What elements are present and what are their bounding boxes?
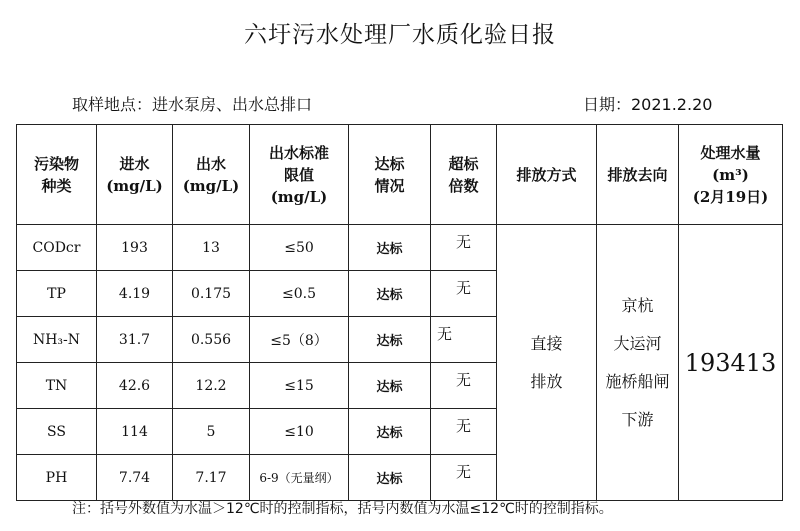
pollutant-name: TP [17, 271, 97, 317]
status-value: 达标 [349, 409, 431, 455]
exceed-value: 无 [431, 409, 497, 455]
pollutant-name: CODcr [17, 225, 97, 271]
outflow-value: 0.556 [173, 317, 250, 363]
header-outflow: 出水 (mg/L) [173, 125, 250, 225]
table-row [17, 225, 783, 271]
header-row [17, 125, 783, 225]
sampling-location: 取样地点：进水泵房、出水总排口 [72, 95, 313, 114]
inflow-value: 193 [97, 225, 173, 271]
outflow-value: 0.175 [173, 271, 250, 317]
treated-volume: 193413 [679, 225, 783, 501]
header-volume: 处理水量 (m³) (2月19日) [679, 125, 783, 225]
header-discharge-dest: 排放去向 [597, 125, 679, 225]
outflow-value: 12.2 [173, 363, 250, 409]
outflow-value: 13 [173, 225, 250, 271]
header-pollutant: 污染物 种类 [17, 125, 97, 225]
exceed-value: 无 [431, 455, 497, 501]
outflow-value: 7.17 [173, 455, 250, 501]
limit-value: 6-9（无量纲） [250, 455, 349, 501]
header-inflow: 进水 (mg/L) [97, 125, 173, 225]
limit-value: ≤10 [250, 409, 349, 455]
exceed-value: 无 [431, 271, 497, 317]
discharge-destination: 京杭 大运河 施桥船闸 下游 [597, 225, 679, 501]
pollutant-name: TN [17, 363, 97, 409]
status-value: 达标 [349, 271, 431, 317]
limit-value: ≤15 [250, 363, 349, 409]
exceed-value: 无 [431, 363, 497, 409]
status-value: 达标 [349, 317, 431, 363]
header-exceed: 超标 倍数 [431, 125, 497, 225]
status-value: 达标 [349, 363, 431, 409]
exceed-value: 无 [431, 225, 497, 271]
inflow-value: 7.74 [97, 455, 173, 501]
inflow-value: 31.7 [97, 317, 173, 363]
limit-value: ≤0.5 [250, 271, 349, 317]
water-quality-table [16, 124, 783, 501]
pollutant-name: SS [17, 409, 97, 455]
outflow-value: 5 [173, 409, 250, 455]
discharge-method: 直接 排放 [497, 225, 597, 501]
limit-value: ≤50 [250, 225, 349, 271]
inflow-value: 114 [97, 409, 173, 455]
inflow-value: 42.6 [97, 363, 173, 409]
exceed-value: 无 [431, 317, 497, 363]
inflow-value: 4.19 [97, 271, 173, 317]
header-discharge-method: 排放方式 [497, 125, 597, 225]
report-date: 日期：2021.2.20 [583, 95, 713, 114]
report-title: 六圩污水处理厂水质化验日报 [244, 22, 556, 48]
pollutant-name: NH₃-N [17, 317, 97, 363]
status-value: 达标 [349, 455, 431, 501]
status-value: 达标 [349, 225, 431, 271]
pollutant-name: PH [17, 455, 97, 501]
limit-value: ≤5（8） [250, 317, 349, 363]
footnote: 注：括号外数值为水温＞12℃时的控制指标，括号内数值为水温≤12℃时的控制指标。 [72, 501, 613, 517]
header-status: 达标 情况 [349, 125, 431, 225]
header-limit: 出水标准 限值 (mg/L) [250, 125, 349, 225]
